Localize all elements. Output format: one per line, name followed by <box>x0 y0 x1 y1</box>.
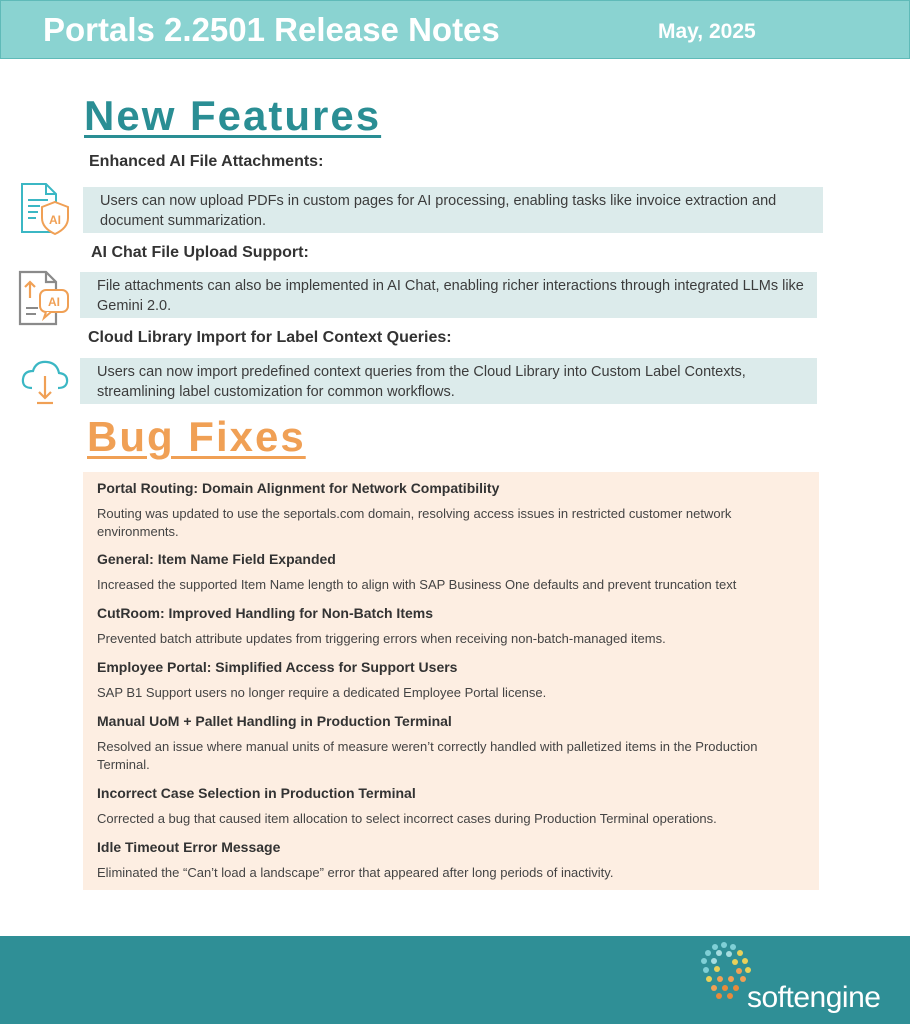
new-features-title: New Features <box>84 92 382 139</box>
bug-item <box>97 783 805 837</box>
bug-description: Resolved an issue where manual units of measure weren’t correctly handled with palletized items in the Production Terminal. <box>97 739 758 772</box>
bug-item <box>97 478 805 549</box>
bug-fixes-panel <box>83 472 819 890</box>
ai-document-icon <box>18 182 70 241</box>
ai-upload-icon <box>16 270 72 333</box>
bug-description: Increased the supported Item Name length to align with SAP Business One defaults and prevent truncation text <box>97 577 737 592</box>
bug-description: Corrected a bug that caused item allocation to select incorrect cases during Production Terminal operations. <box>97 811 717 826</box>
footer-band <box>0 936 910 1024</box>
bug-item <box>97 603 805 657</box>
ai-label: AI <box>48 295 60 309</box>
bug-heading: CutRoom: Improved Handling for Non-Batch Items <box>97 605 433 621</box>
softengine-logo-text: softengine <box>747 981 881 1014</box>
feature-description: Users can now import predefined context queries from the Cloud Library into Custom Label Contexts, streamlining label customization for common workflows. <box>80 358 817 404</box>
bug-description: SAP B1 Support users no longer require a dedicated Employee Portal license. <box>97 685 547 700</box>
bug-item <box>97 711 805 783</box>
bug-heading: Portal Routing: Domain Alignment for Network Compatibility <box>97 480 500 496</box>
feature-heading: Enhanced AI File Attachments: <box>89 153 324 170</box>
ai-label: AI <box>49 213 61 227</box>
release-date: May, 2025 <box>658 20 756 43</box>
bug-item <box>97 657 805 711</box>
bug-item <box>97 837 805 887</box>
bug-heading: Idle Timeout Error Message <box>97 839 281 855</box>
header-banner <box>0 0 910 59</box>
bug-fixes-title: Bug Fixes <box>87 413 306 460</box>
bug-heading: Employee Portal: Simplified Access for Support Users <box>97 659 458 675</box>
bug-description: Eliminated the “Can’t load a landscape” error that appeared after long periods of inactivity. <box>97 865 614 880</box>
cloud-download-icon <box>20 356 70 411</box>
bug-item <box>97 549 805 603</box>
feature-heading: AI Chat File Upload Support: <box>91 244 309 261</box>
feature-heading: Cloud Library Import for Label Context Queries: <box>88 329 452 346</box>
feature-description: Users can now upload PDFs in custom pages for AI processing, enabling tasks like invoice extraction and document summarization. <box>83 187 823 233</box>
bug-heading: Incorrect Case Selection in Production Terminal <box>97 785 416 801</box>
feature-description: File attachments can also be implemented in AI Chat, enabling richer interactions through integrated LLMs like Gemini 2.0. <box>80 272 817 318</box>
bug-description: Prevented batch attribute updates from triggering errors when receiving non-batch-managed items. <box>97 631 666 646</box>
page-title: Portals 2.2501 Release Notes <box>43 11 500 48</box>
bug-heading: General: Item Name Field Expanded <box>97 551 336 567</box>
bug-heading: Manual UoM + Pallet Handling in Production Terminal <box>97 713 452 729</box>
bug-description: Routing was updated to use the seportals.com domain, resolving access issues in restricted customer network environments. <box>97 506 732 539</box>
